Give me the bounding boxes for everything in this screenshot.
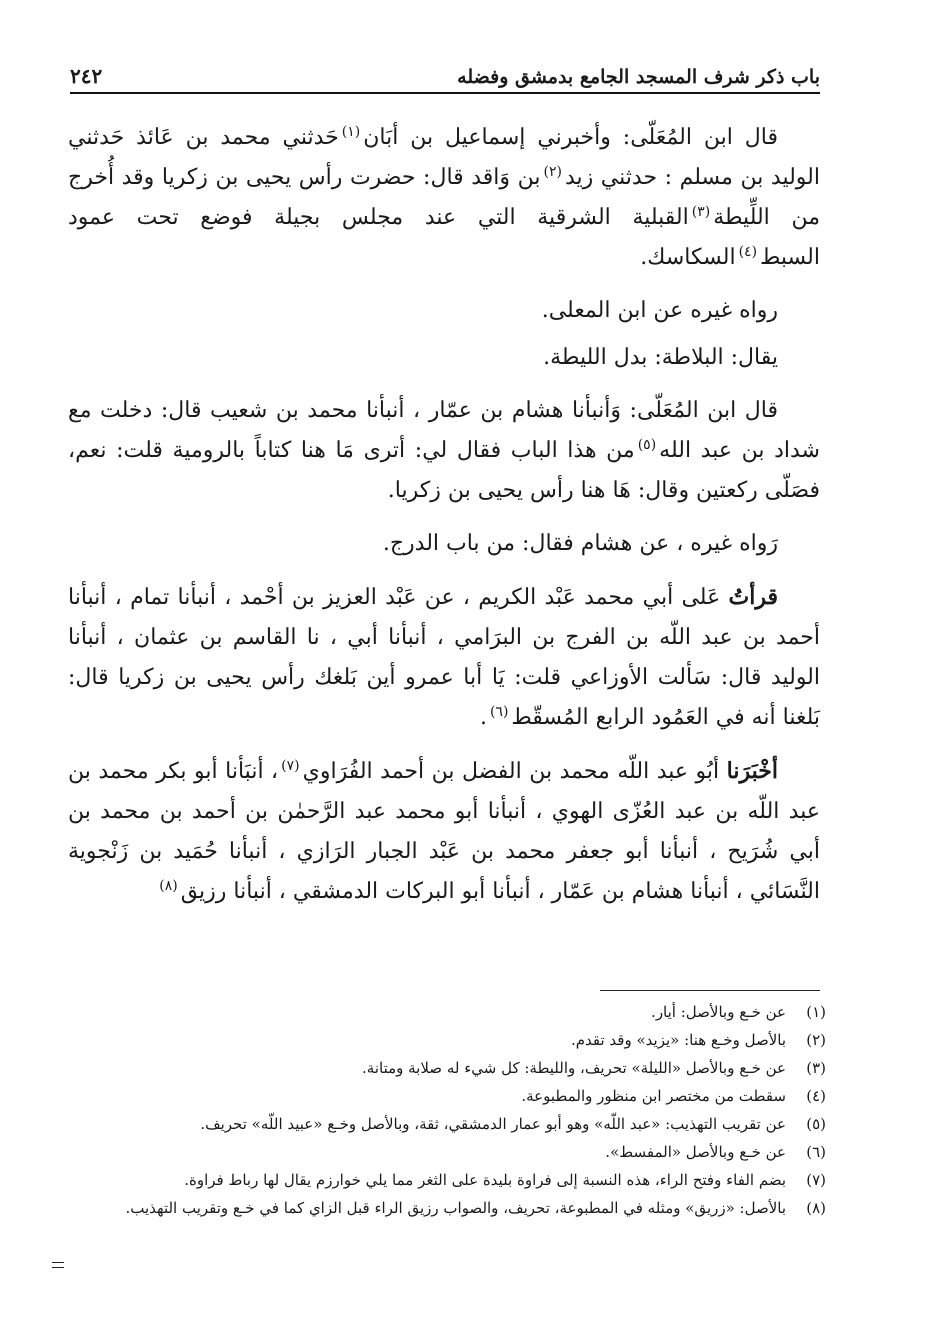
footnote	[66, 1026, 826, 1054]
paragraph	[68, 577, 820, 738]
paragraph	[68, 391, 820, 511]
footnote	[66, 1082, 826, 1110]
footnote-number: (٧)	[806, 1171, 826, 1189]
paragraph: رواه غيره عن ابن المعلى.	[541, 298, 778, 323]
paragraph-lead-word: قرأتُ	[728, 584, 778, 610]
footnote-ref[interactable]: (٤)	[738, 243, 758, 260]
footnote-ref[interactable]: (٨)	[159, 877, 178, 894]
text-segment: أبُو عبد اللّه محمد بن الفضل بن أحمد الفُرَاوي	[302, 759, 720, 784]
footnote	[66, 1054, 826, 1082]
paragraph: يقال: البلاطة: بدل الليطة.	[543, 345, 778, 370]
footnote-number: (٢)	[806, 1031, 826, 1049]
footnote-number: (٦)	[806, 1143, 826, 1161]
text-segment: من هذا الباب فقال لي: أترى مَا هنا كتاباً بالرومية قلت: نعم، فصَلّى ركعتين وقال: هَا هنا رأس يحيى بن زكريا.	[68, 438, 820, 503]
footnote-text: بالأصل وخـع هنا: «يزيد» وقد تقدم.	[570, 1031, 786, 1049]
footnotes	[66, 998, 826, 1222]
footnote-separator	[600, 990, 820, 991]
paragraph-lead-word: أخْبَرَنا	[726, 758, 778, 784]
footnote	[66, 1194, 826, 1222]
footnote-ref[interactable]: (٧)	[281, 757, 300, 774]
footnote-text: عن خـع وبالأصل: أيار.	[651, 1003, 786, 1021]
footnote-text: بضم الفاء وفتح الراء، هذه النسبة إلى فراوة بليدة على الثغر مما يلي خوارزم يقال لها رباط فراوة.	[184, 1171, 786, 1189]
paragraph	[68, 751, 820, 912]
footnote-number: (٨)	[806, 1199, 826, 1217]
footnote-text: سقطت من مختصر ابن منظور والمطبوعة.	[521, 1087, 786, 1105]
footnote-text: عن خـع وبالأصل «الليلة» تحريف، والليطة: كل شيء له صلابة ومتانة.	[362, 1059, 786, 1077]
footnote-text: عن تقريب التهذيب: «عبد اللّه» وهو أبو عمار الدمشقي، ثقة، وبالأصل وخـع «عبيد اللّه» تحريف.	[200, 1115, 786, 1133]
footnote	[66, 1138, 826, 1166]
header-title: باب ذكر شرف المسجد الجامع بدمشق وفضله	[457, 66, 820, 88]
footnote-number: (٣)	[806, 1059, 826, 1077]
text-segment: القبلية الشرقية التي عند مجلس بجيلة فوضع تحت عمود السبط	[68, 205, 820, 270]
running-header	[70, 60, 820, 94]
footnote-ref[interactable]: (١)	[341, 123, 361, 140]
page-number: ٢٤٢	[70, 64, 103, 88]
footnote-number: (٤)	[806, 1087, 826, 1105]
text-segment: حَدثني محمد بن عَائذ حَدثني الوليد بن مسلم : حدثني زيد	[68, 125, 820, 190]
text-segment: قال ابن المُعَلّى: وَأنبأنا هشام بن عمّار ، أنبأنا محمد بن شعيب قال: دخلت مع شداد بن عبد الله	[68, 398, 820, 463]
footnote	[66, 1110, 826, 1138]
text-segment: السكاسك.	[640, 245, 736, 270]
text-segment: ، أنبَأنا أبو بكر محمد بن عبد اللّه بن عبد العُزّى الهوي ، أنبأنا أبو محمد عبد الرَّحمٰن بن أحمد بن محمد بن أبي شُرَيح ، أنبأنا أبو جعفر محمد بن عَبْد الجبار الرَازي ، أنبأنا حُمَيد بن زَنْجوية النَّسَائي ، أنبأنا هشام بن عَمّار ، أنبأنا أبو البركات الدمشقي ، أنبأنا رزيق	[68, 759, 820, 904]
paragraph	[68, 118, 820, 278]
footnote-number: (١)	[806, 1003, 826, 1021]
page-mark	[52, 1262, 64, 1268]
text-segment: عَلى أبي محمد عَبْد الكريم ، عن عَبْد العزيز بن أحْمد ، أنبأنا تمام ، أنبأنا أحمد بن عبد اللّه بن الفرج بن البرَامي ، أنبأنا أبي ، نا القاسم بن عثمان ، أنبأنا الوليد قال: سَألت الأوزاعي قلت: يَا أبا عمرو أين بَلغك رأس يحيى بن زكريا قال: بَلغنا أنه في العَمُود الرابع المُسقّط	[68, 585, 820, 730]
footnote-ref[interactable]: (٦)	[489, 703, 509, 720]
footnote-ref[interactable]: (٣)	[691, 203, 711, 220]
footnote	[66, 1166, 826, 1194]
footnote	[66, 998, 826, 1026]
text-segment: بن وَاقد قال: حضرت رأس يحيى بن زكريا وقد أُخرج من اللِّيطة	[68, 165, 820, 230]
footnote-ref[interactable]: (٥)	[637, 436, 657, 453]
main-text	[68, 118, 820, 925]
footnote-text: بالأصل: «زريق» ومثله في المطبوعة، تحريف، والصواب رزيق الراء قبل الزاي كما في خـع وتقريب التهذيب.	[125, 1199, 786, 1217]
text-segment: قال ابن المُعَلّى: وأخبرني إسماعيل بن أبَان	[363, 125, 778, 150]
footnote-number: (٥)	[806, 1115, 826, 1133]
paragraph: رَواه غيره ، عن هشام فقال: من باب الدرج.	[382, 531, 778, 556]
footnote-ref[interactable]: (٢)	[543, 163, 562, 180]
footnote-text: عن خـع وبالأصل «المفسط».	[605, 1143, 786, 1161]
text-segment: .	[479, 705, 487, 730]
